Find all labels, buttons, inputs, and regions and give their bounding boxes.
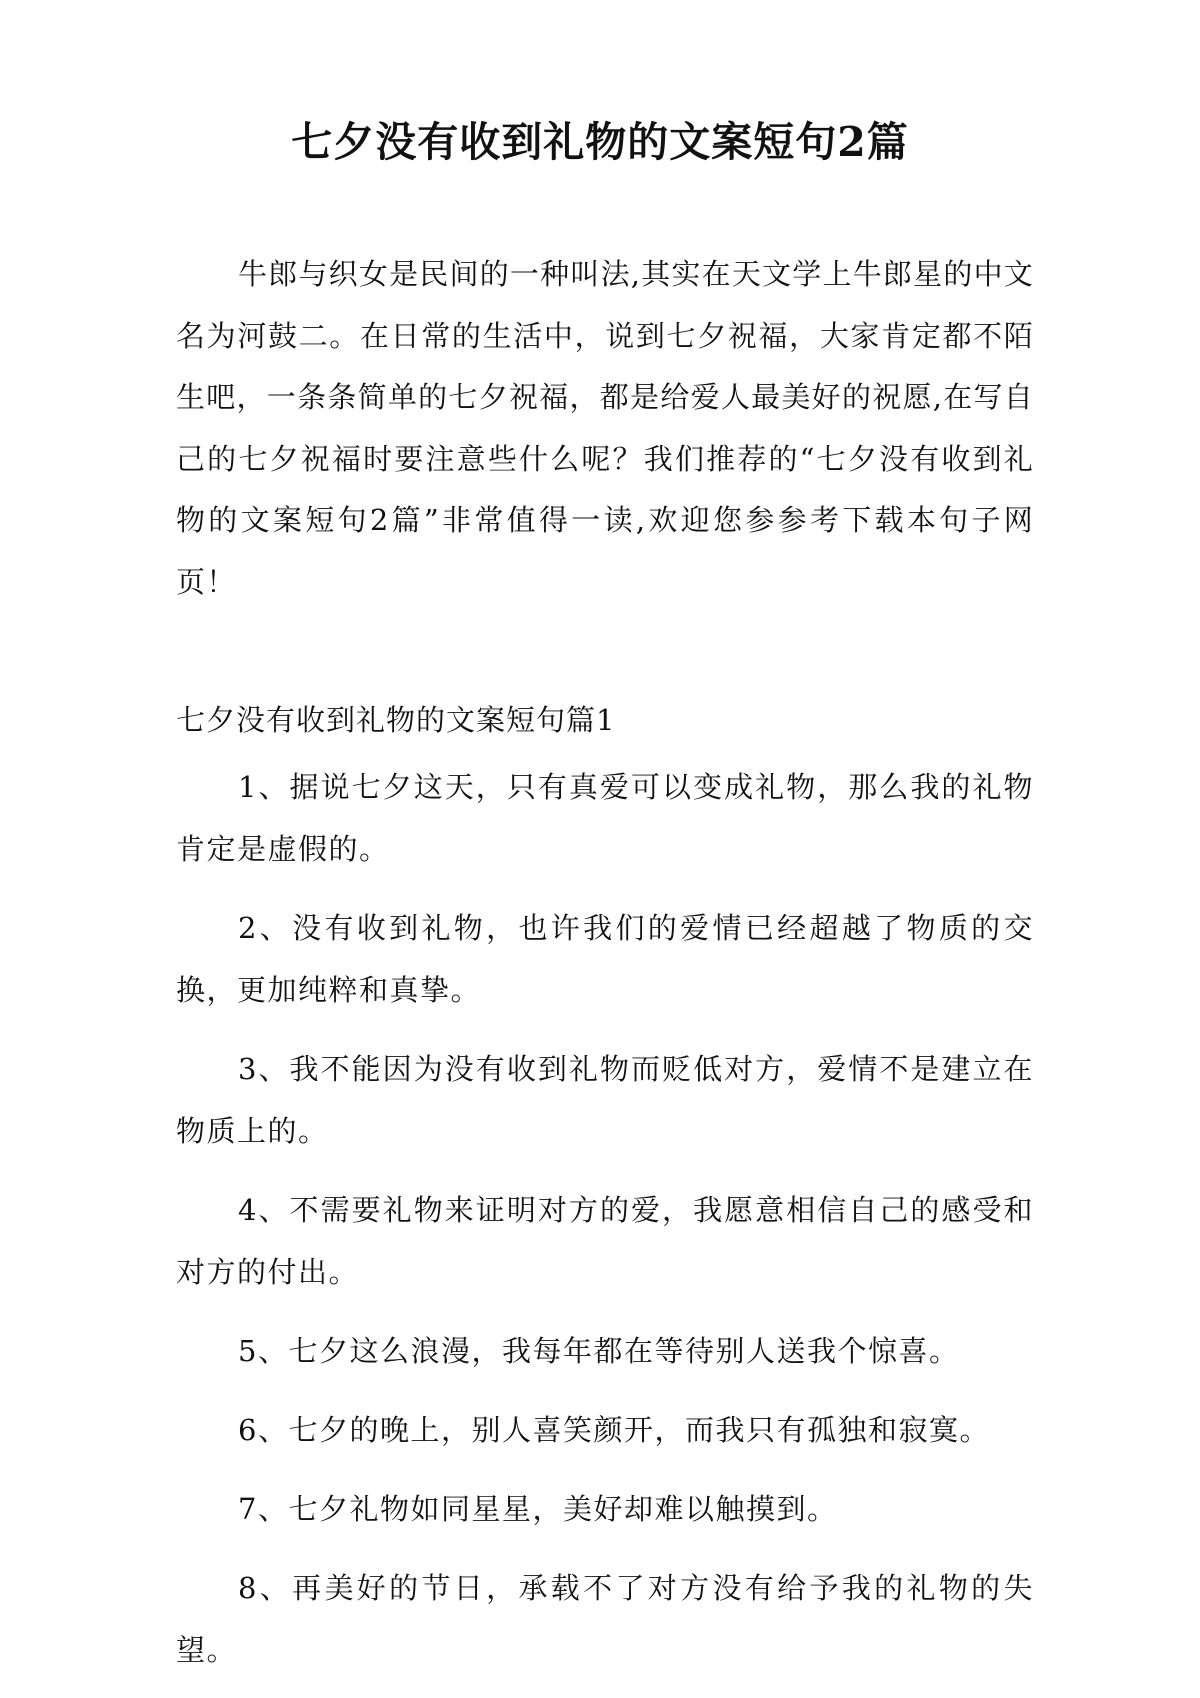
section-heading: 七夕没有收到礼物的文案短句篇1 bbox=[176, 703, 616, 737]
list-item: 7、七夕礼物如同星星，美好却难以触摸到。 bbox=[238, 1492, 838, 1526]
list-item: 4、不需要礼物来证明对方的爱，我愿意相信自己的感受和对方的付出。 bbox=[176, 1193, 1034, 1289]
list-item: 5、七夕这么浪漫，我每年都在等待别人送我个惊喜。 bbox=[238, 1334, 960, 1368]
list-item: 2、没有收到礼物，也许我们的爱情已经超越了物质的交换，更加纯粹和真挚。 bbox=[176, 911, 1034, 1007]
document-title: 七夕没有收到礼物的文案短句2篇 bbox=[291, 118, 909, 166]
intro-paragraph: 牛郎与织女是民间的一种叫法,其实在天文学上牛郎星的中文名为河鼓二。在日常的生活中，说到七夕祝福，大家肯定都不陌生吧，一条条简单的七夕祝福，都是给爱人最美好的祝愿,在写自己的七夕祝福时要注意些什么呢？我们推荐的“七夕没有收到礼物的文案短句2篇”非常值得一读,欢迎您参参考下载本句子网页！ bbox=[176, 257, 1034, 599]
list-item: 6、七夕的晚上，别人喜笑颜开，而我只有孤独和寂寞。 bbox=[238, 1413, 990, 1447]
list-item: 8、再美好的节日，承载不了对方没有给予我的礼物的失望。 bbox=[176, 1571, 1034, 1667]
quote-list bbox=[176, 756, 1034, 1698]
list-item: 3、我不能因为没有收到礼物而贬低对方，爱情不是建立在物质上的。 bbox=[176, 1052, 1034, 1148]
list-item: 1、据说七夕这天，只有真爱可以变成礼物，那么我的礼物肯定是虚假的。 bbox=[176, 770, 1034, 866]
